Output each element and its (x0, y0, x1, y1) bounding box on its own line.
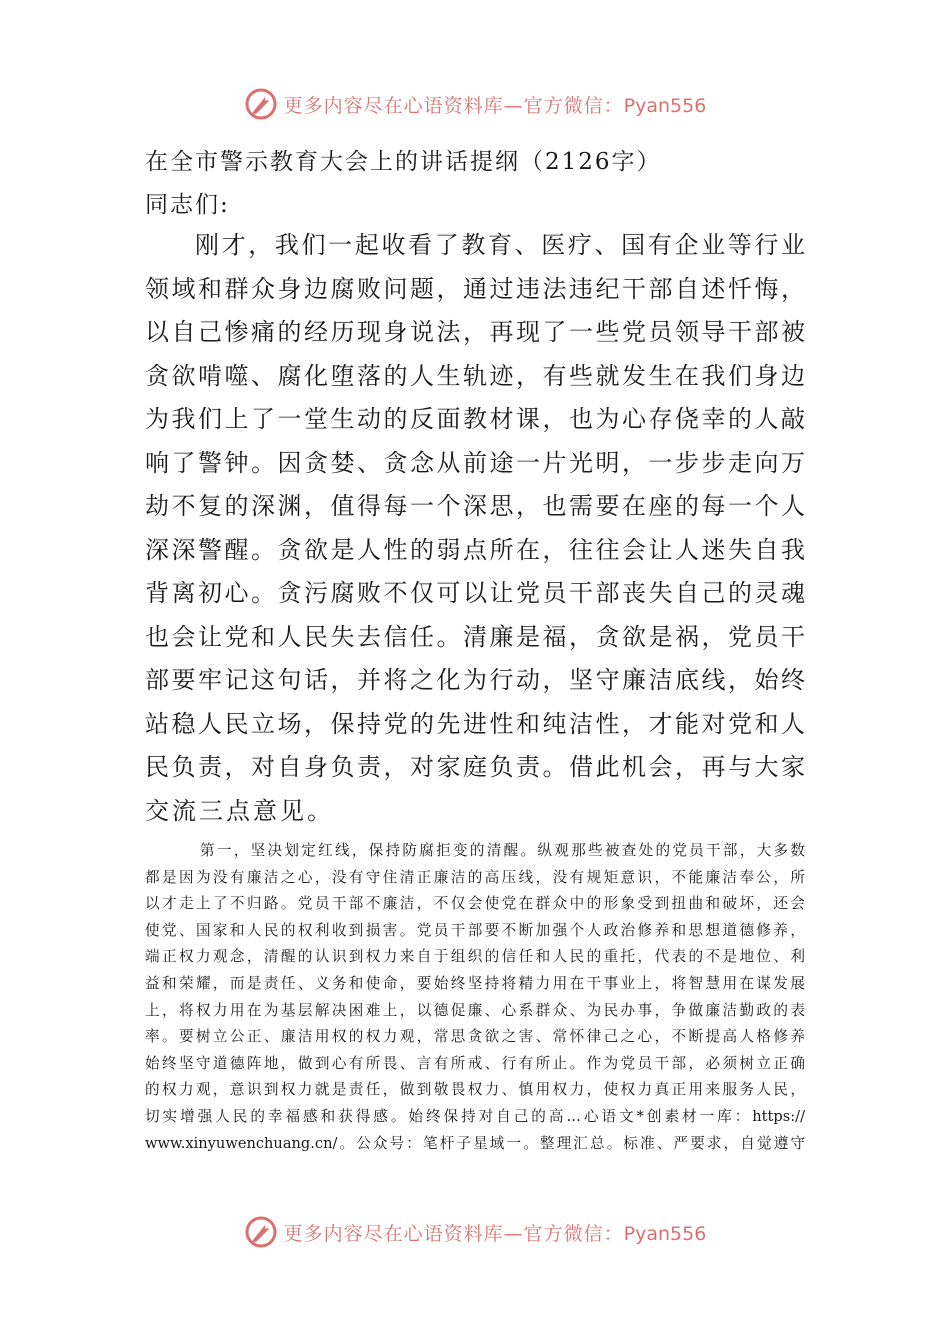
section-line: 益和荣耀，而是责任、义务和使命，要始终坚持将精力用在干事业上，将智慧用在谋发展 (145, 974, 805, 992)
footer-banner-cn: 更多内容尽在心语资料库—官方微信： (283, 1222, 624, 1245)
intro-line: 部要牢记这句话，并将之化为行动，坚守廉洁底线，始终 (145, 666, 805, 694)
header-banner-wechat-id: Pyan556 (623, 94, 707, 117)
intro-line: 贪欲啃噬、腐化堕落的人生轨迹，有些就发生在我们身边 (145, 361, 805, 390)
section-line: 以才走上了不归路。党员干部不廉洁，不仅会使党在群众中的形象受到扭曲和破坏，还会 (145, 895, 805, 913)
section-line: 的权力观，意识到权力就是责任，做到敬畏权力、慎用权力，使权力真正用来服务人民， (145, 1081, 805, 1099)
section-line: 端正权力观念，清醒的认识到权力来自于组织的信任和人民的重托，代表的不是地位、利 (145, 948, 805, 966)
header-banner-text (284, 91, 707, 118)
intro-line: 背离初心。贪污腐败不仅可以让党员干部丧失自己的灵魂 (145, 579, 805, 607)
section-line: 上，将权力用在为基层解决困难上，以德促廉、心系群众、为民办事，争做廉洁勤政的表 (145, 1001, 805, 1019)
section-line: 切实增强人民的幸福感和获得感。始终保持对自己的高…心语文*创素材一库：https:// (145, 1107, 805, 1125)
section-one-paragraph (145, 838, 805, 1157)
intro-line: 民负责，对自身负责，对家庭负责。借此机会，再与大家 (145, 753, 805, 781)
intro-line: 领域和群众身边腐败问题，通过违法违纪干部自述忏悔， (145, 274, 805, 303)
intro-line: 刚才，我们一起收看了教育、医疗、国有企业等行业 (195, 231, 805, 259)
pen-nib-icon (244, 87, 278, 121)
intro-line: 深深警醒。贪欲是人性的弱点所在，往往会让人迷失自我 (145, 535, 805, 564)
greeting: 同志们: (145, 192, 230, 218)
intro-line: 为我们上了一堂生动的反面教材课，也为心存侥幸的人敲 (145, 405, 805, 433)
intro-line: 交流三点意见。 (145, 796, 334, 825)
intro-line: 站稳人民立场，保持党的先进性和纯洁性，才能对党和人 (145, 709, 805, 738)
section-line: www.xinyuwenchuang.cn/。公众号：笔杆子星域一。整理汇总。标准、严要求，自觉遵守 (145, 1134, 805, 1152)
intro-line: 响了警钟。因贪婪、贪念从前途一片光明，一步步走向万 (145, 448, 805, 477)
document-title: 在全市警示教育大会上的讲话提纲（2126字） (145, 149, 662, 175)
intro-line: 劫不复的深渊，值得每一个深思，也需要在座的每一个人 (145, 492, 805, 520)
intro-line: 也会让党和人民失去信任。清廉是福，贪欲是祸，党员干 (145, 622, 805, 651)
section-line: 率。要树立公正、廉洁用权的权力观，常思贪欲之害、常怀律己之心，不断提高人格修养 (145, 1028, 805, 1046)
footer-banner-text (284, 1219, 707, 1246)
header-banner-cn: 更多内容尽在心语资料库—官方微信： (283, 94, 624, 117)
pen-nib-icon (244, 1215, 278, 1249)
footer-banner (0, 1212, 950, 1252)
header-banner (0, 84, 950, 124)
section-line: 第一，坚决划定红线，保持防腐拒变的清醒。纵观那些被查处的党员干部，大多数 (200, 842, 805, 859)
intro-line: 以自己惨痛的经历现身说法，再现了一些党员领导干部被 (145, 318, 805, 346)
footer-banner-wechat-id: Pyan556 (623, 1222, 707, 1245)
section-line: 始终坚守道德阵地，做到心有所畏、言有所戒、行有所止。作为党员干部，必须树立正确 (145, 1054, 805, 1072)
intro-paragraph (145, 224, 805, 833)
section-line: 使党、国家和人民的权利收到损害。党员干部要不断加强个人政治修养和思想道德修养， (145, 921, 805, 939)
section-line: 都是因为没有廉洁之心，没有守住清正廉洁的高压线，没有规矩意识，不能廉洁奉公，所 (145, 868, 805, 886)
